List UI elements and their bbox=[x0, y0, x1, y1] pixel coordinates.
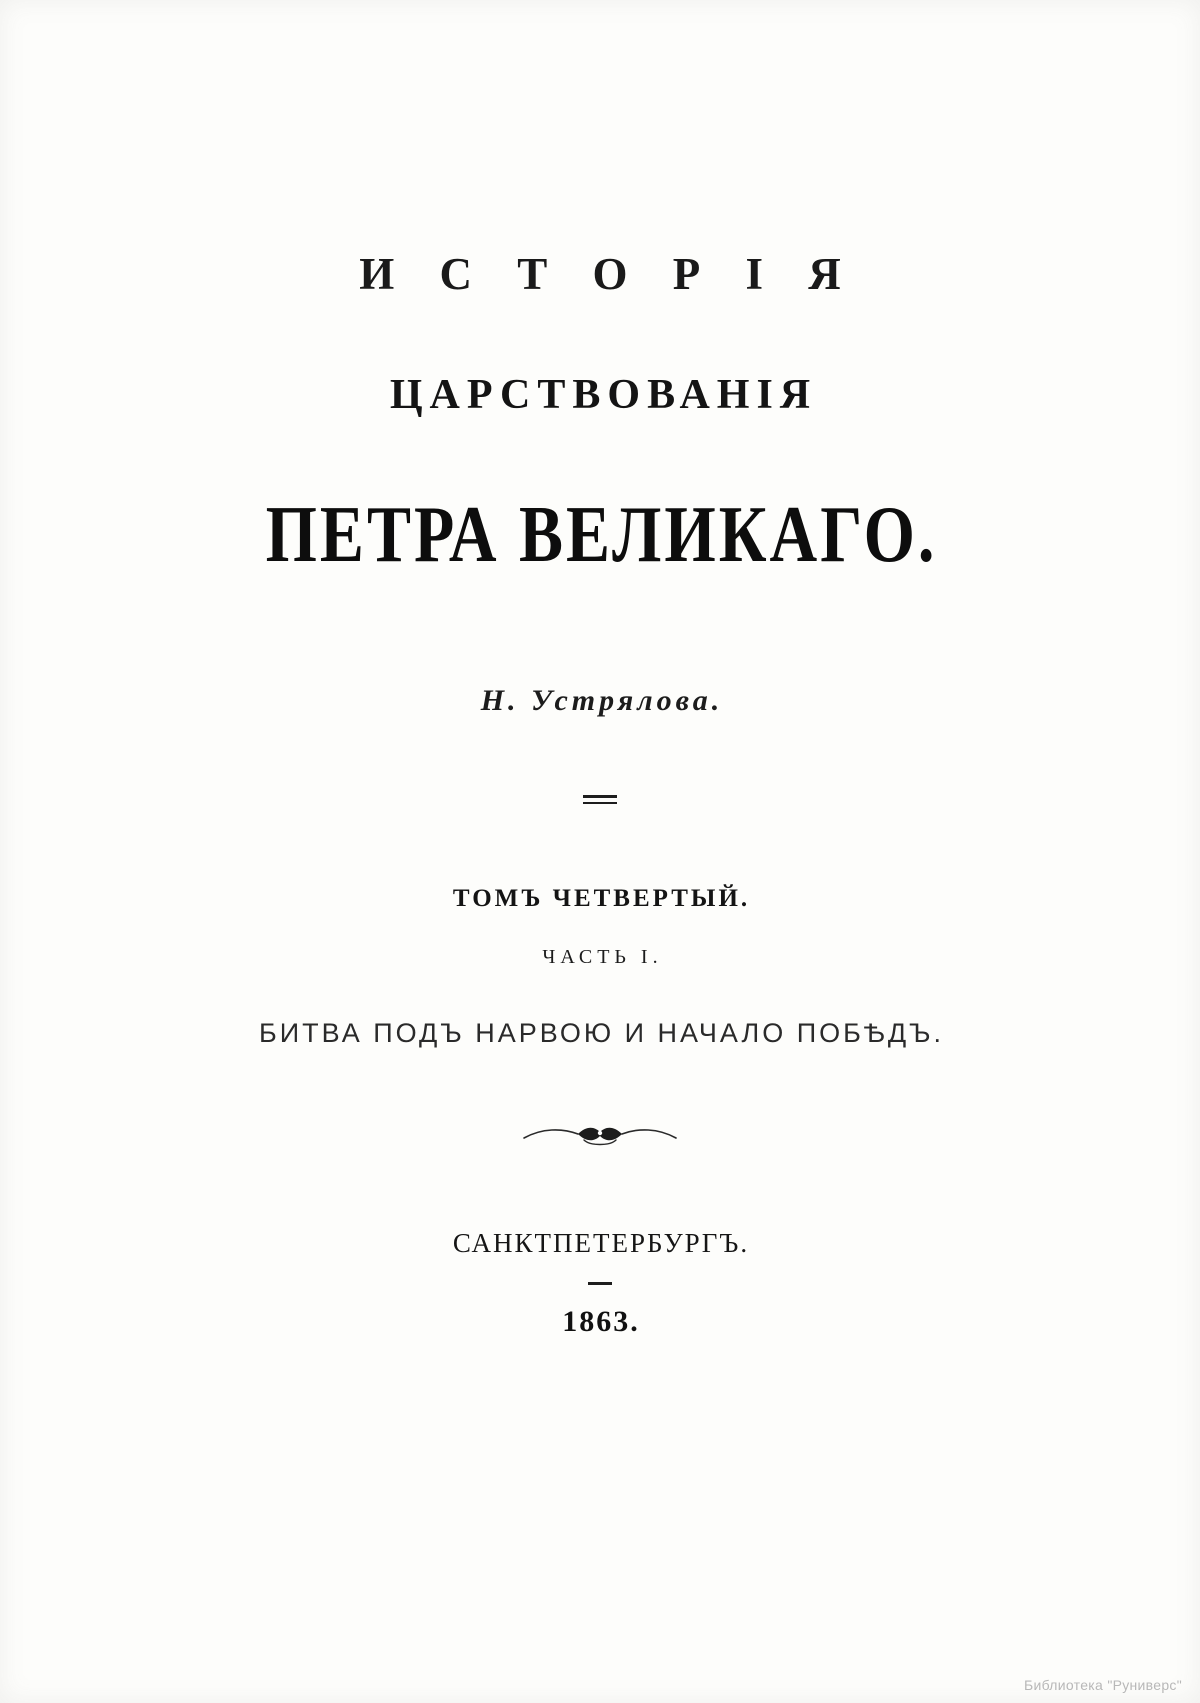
double-rule-ornament-icon bbox=[583, 795, 617, 804]
library-watermark: Библиотека "Руниверс" bbox=[1024, 1677, 1182, 1693]
title-line-tsarstvovania: ЦАРСТВОВАНІЯ bbox=[389, 372, 818, 418]
subtitle-label: БИТВА ПОДЪ НАРВОЮ И НАЧАЛО ПОБѢДЪ. bbox=[258, 1018, 945, 1048]
title-line-istoria: И С Т О Р І Я bbox=[359, 249, 858, 299]
author-name: Н. Устрялова. bbox=[480, 684, 724, 717]
part-label: ЧАСТЬ I. bbox=[542, 946, 663, 968]
title-line-petra-velikago: ПЕТРА ВЕЛИКАГО. bbox=[265, 490, 938, 580]
publication-city: САНКТПЕТЕРБУРГЪ. bbox=[452, 1228, 750, 1258]
volume-label: ТОМЪ ЧЕТВЕРТЫЙ. bbox=[452, 885, 751, 912]
short-rule-ornament-icon bbox=[588, 1282, 612, 1285]
publication-year: 1863. bbox=[562, 1305, 640, 1338]
flourish-ornament-icon bbox=[520, 1118, 680, 1152]
